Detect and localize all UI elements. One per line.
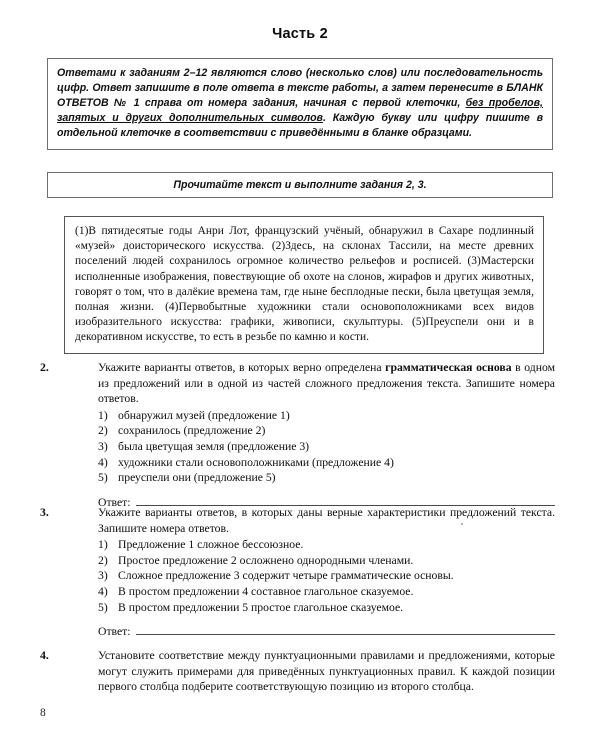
list-item[interactable] (98, 584, 555, 600)
option-label: В простом предложении 4 составное глагольное сказуемое. (118, 584, 414, 598)
option-label: В простом предложении 5 простое глагольное сказуемое. (118, 600, 404, 614)
task-3-stem-part-1: Укажите варианты ответов, в которых даны верные характеристики предложений текста. Запишите номера ответов. (98, 506, 555, 535)
option-marker: 2) (98, 553, 108, 567)
instruction-box (47, 58, 553, 150)
read-instruction-box (47, 172, 553, 198)
task-2-stem-part-2: в одном из предложений или в одной из частей сложного предложения текста. Запишите номера ответов. (98, 361, 555, 406)
option-marker: 4) (98, 584, 108, 598)
task-3-number: 3. (40, 505, 49, 519)
answer-input-line[interactable] (136, 633, 555, 635)
option-label: обнаружил музей (предложение 1) (118, 408, 290, 422)
task-2-stem (98, 360, 555, 407)
list-item[interactable] (98, 537, 555, 553)
option-marker: 4) (98, 455, 108, 469)
task-2-stem-part-1: Укажите варианты ответов, в которых верно определена (98, 361, 386, 374)
option-label: Предложение 1 сложное бессоюзное. (118, 538, 304, 552)
option-label: сохранилось (предложение 2) (118, 424, 266, 438)
task-3 (40, 505, 555, 638)
option-label: преуспели они (предложение 5) (118, 471, 276, 485)
option-marker: 1) (98, 408, 108, 422)
task-2 (40, 360, 555, 509)
task-4 (40, 648, 555, 695)
task-3-stem (98, 505, 555, 536)
answer-label: Ответ: (98, 495, 131, 509)
list-item[interactable] (98, 470, 555, 486)
list-item[interactable] (98, 439, 555, 455)
list-item[interactable] (98, 408, 555, 424)
option-marker: 3) (98, 569, 108, 583)
task-3-options (98, 537, 555, 615)
list-item[interactable] (98, 455, 555, 471)
task-3-body (98, 505, 555, 638)
option-marker: 5) (98, 471, 108, 485)
list-item[interactable] (98, 568, 555, 584)
task-4-stem: Установите соответствие между пунктуационными правилами и предложениями, которые могут служить примерами для приведённых пунктуационных правил. К каждой позиции первого столбца подберите соответствующую позицию из второго столбца. (98, 649, 555, 694)
option-label: Простое предложение 2 осложнено однородными членами. (118, 553, 414, 567)
task-2-stem-emphasis: грамматическая основа (385, 361, 512, 374)
option-marker: 5) (98, 600, 108, 614)
option-marker: 3) (98, 439, 108, 453)
instruction-underlined-segment: без пробелов, запятых и других дополнительных символов (57, 97, 543, 124)
task-2-body (98, 360, 555, 509)
answer-label: Ответ: (98, 625, 131, 639)
page-number: 8 (40, 707, 46, 719)
reading-passage-text: (1)В пятидесятые годы Анри Лот, французский учёный, обнаружил в Сахаре подлинный «музей» доисторического искусства. (2)Здесь, на склонах Тассили, на месте древних поселений людей сохранилось огромное количество рельефов и росписей. (3)Мастерски исполненные изображения, повествующие об охоте на слонов, жирафов и других животных, говорят о том, что в далёкие времена там, где ныне бесплодные пески, была цветущая земля, полная жизни. (4)Первобытные художники стали основоположниками всех видов изобразительного искусства: графики, живописи, скульптуры. (5)Преуспели они и в декоративном искусстве, то есть в резьбе по камню и кости. (75, 225, 534, 344)
page-title: Часть 2 (272, 26, 328, 42)
list-item[interactable] (98, 553, 555, 569)
task-3-answer-row (98, 625, 555, 638)
list-item[interactable] (98, 423, 555, 439)
option-label: Сложное предложение 3 содержит четыре грамматические основы. (118, 569, 454, 583)
option-marker: 1) (98, 538, 108, 552)
instruction-segment-2: . Каждую букву или цифру пишите в отдельной клеточке в соответствии с приведёнными в бланке образцами. (57, 112, 543, 139)
read-instruction-text: Прочитайте текст и выполните задания 2, 3. (173, 179, 427, 191)
option-marker: 2) (98, 424, 108, 438)
instruction-segment-1: Ответами к заданиям 2–12 являются слово (несколько слов) или последовательность цифр. Ответ запишите в поле ответа в тексте работы, а затем перенесите в БЛАНК ОТВЕТОВ № 1 справа от номера задания, начиная с первой клеточки, (57, 67, 543, 109)
task-2-number: 2. (40, 360, 49, 374)
task-4-body (98, 648, 555, 695)
reading-passage-box (64, 216, 544, 354)
task-2-options (98, 408, 555, 486)
list-item[interactable] (98, 600, 555, 616)
option-label: была цветущая земля (предложение 3) (118, 439, 310, 453)
instruction-text (57, 66, 543, 141)
option-label: художники стали основоположниками (предложение 4) (118, 455, 394, 469)
task-4-number: 4. (40, 648, 49, 662)
